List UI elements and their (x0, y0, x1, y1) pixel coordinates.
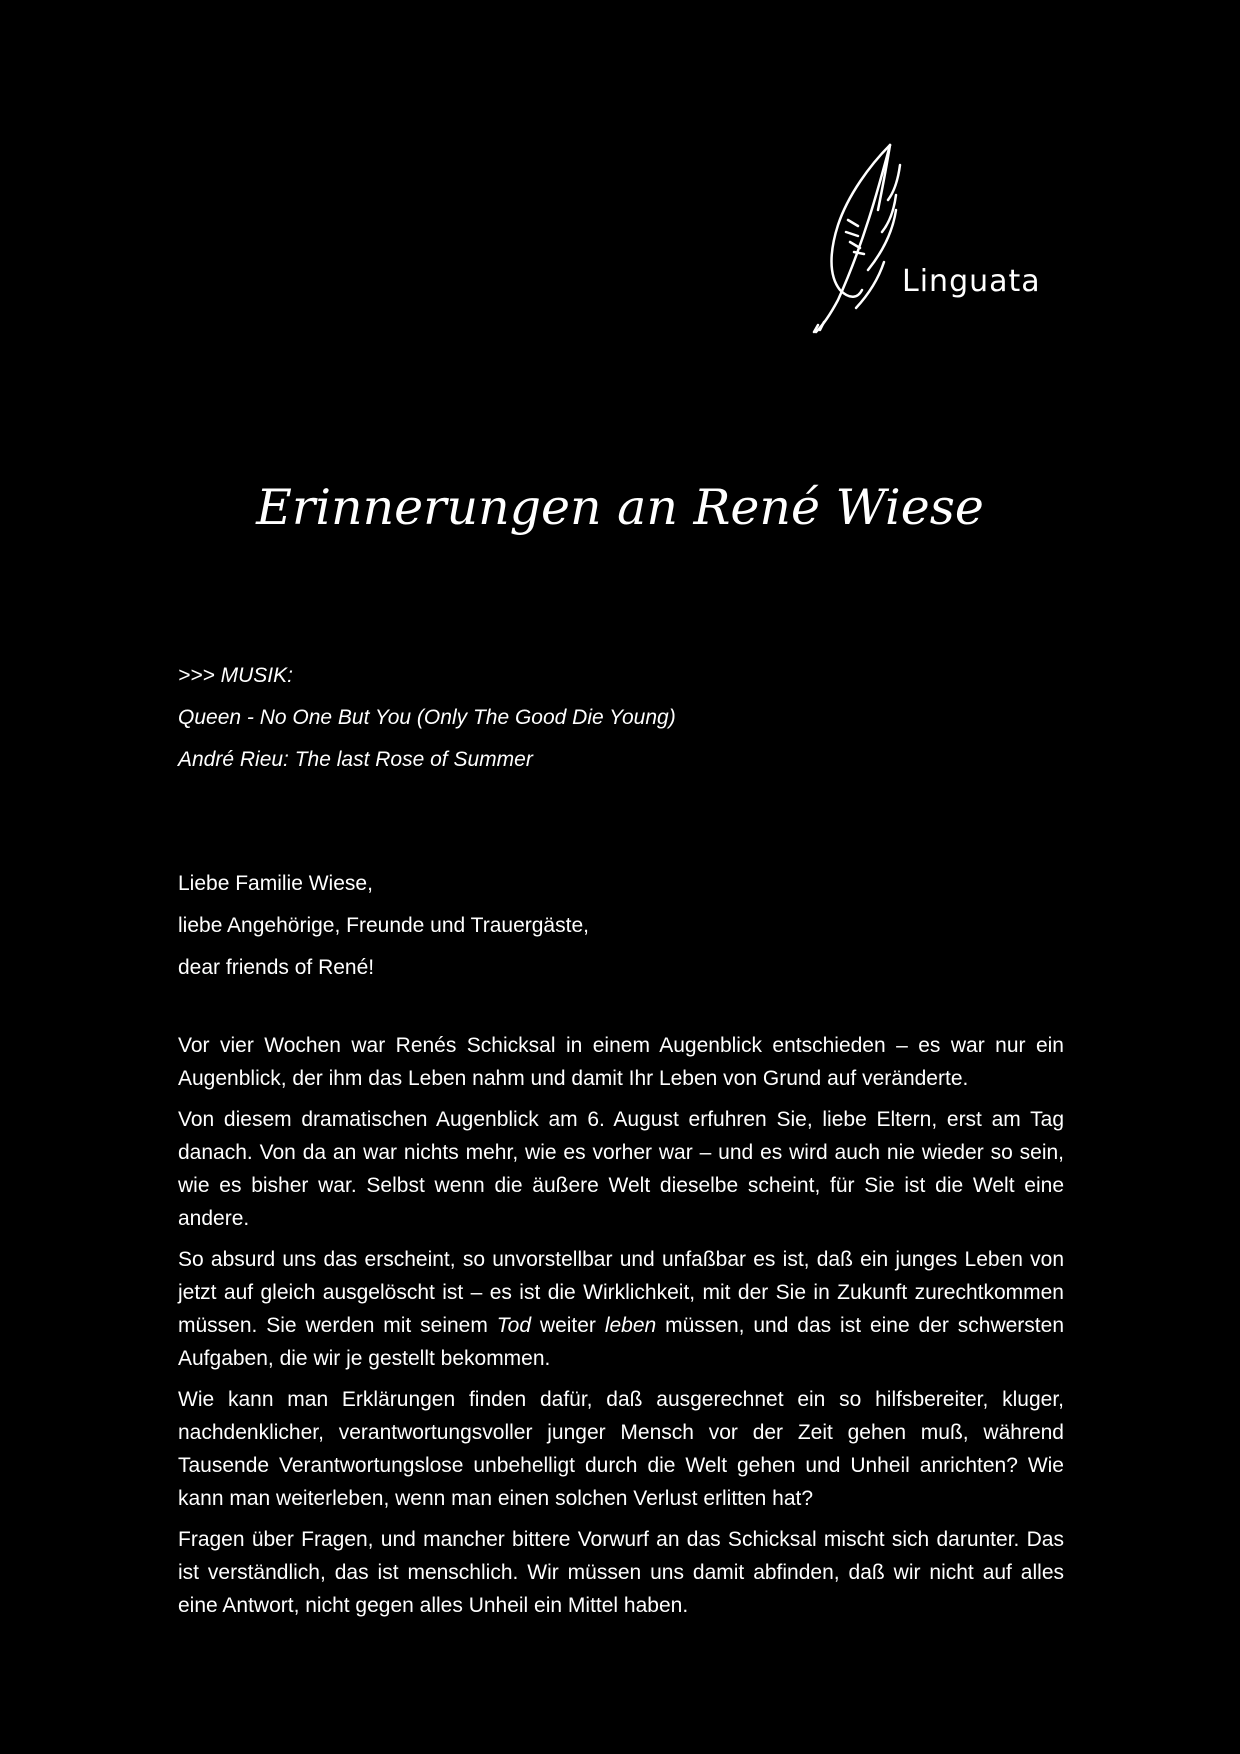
greeting-line: liebe Angehörige, Freunde und Trauergäste, (178, 914, 589, 937)
linguata-logo (808, 140, 1070, 340)
emphasis-word: Tod (496, 1314, 532, 1337)
greeting-line: dear friends of René! (178, 956, 375, 979)
document-body (178, 655, 1064, 1630)
page-title: Erinnerungen an René Wiese (256, 479, 984, 536)
greeting-line: Liebe Familie Wiese, (178, 872, 373, 895)
music-track: Queen - No One But You (Only The Good Die Young) (178, 706, 676, 729)
paragraph-text: So absurd uns das erscheint, so unvorstellbar und unfaßbar es ist, daß ein junges Leben von jetzt auf gleich ausgelöscht ist – es ist die Wirklichkeit, mit der Sie in Zukunft zurechtkommen müssen. Sie werden mit seinem (178, 1248, 1064, 1337)
paragraph-text: weiter (531, 1314, 605, 1337)
paragraph (178, 1243, 1064, 1375)
greeting-section (178, 863, 1064, 989)
paragraph: Vor vier Wochen war Renés Schicksal in einem Augenblick entschieden – es war nur ein Augenblick, der ihm das Leben nahm und damit Ihr Leben von Grund auf veränderte. (178, 1034, 1064, 1090)
logo-wordmark: Linguata (902, 264, 1041, 299)
quill-feather-icon (808, 140, 928, 340)
music-track: André Rieu: The last Rose of Summer (178, 748, 533, 771)
paragraph: Fragen über Fragen, und mancher bittere Vorwurf an das Schicksal mischt sich darunter. Das ist verständlich, das ist menschlich. Wir müssen uns damit abfinden, daß wir nicht auf alles eine Antwort, nicht gegen alles Unheil ein Mittel haben. (178, 1528, 1064, 1617)
paragraph: Von diesem dramatischen Augenblick am 6. August erfuhren Sie, liebe Eltern, erst am Tag danach. Von da an war nichts mehr, wie es vorher war – und es wird auch nie wieder so sein, wie es bisher war. Selbst wenn die äußere Welt dieselbe scheint, für Sie ist die Welt eine andere. (178, 1108, 1064, 1230)
paragraph-text: müssen, und das ist eine der schwersten Aufgaben, die wir je gestellt bekommen. (178, 1314, 1064, 1370)
music-heading: >>> MUSIK: (178, 664, 293, 687)
speech-text (178, 1029, 1064, 1622)
emphasis-word: leben (604, 1314, 657, 1337)
music-section (178, 655, 1064, 781)
paragraph: Wie kann man Erklärungen finden dafür, daß ausgerechnet ein so hilfsbereiter, kluger, nachdenklicher, verantwortungsvoller junger Mensch vor der Zeit gehen muß, während Tausende Verantwortungslose unbehelligt durch die Welt gehen und Unheil anrichten? Wie kann man weiterleben, wenn man einen solchen Verlust erlitten hat? (178, 1388, 1064, 1510)
